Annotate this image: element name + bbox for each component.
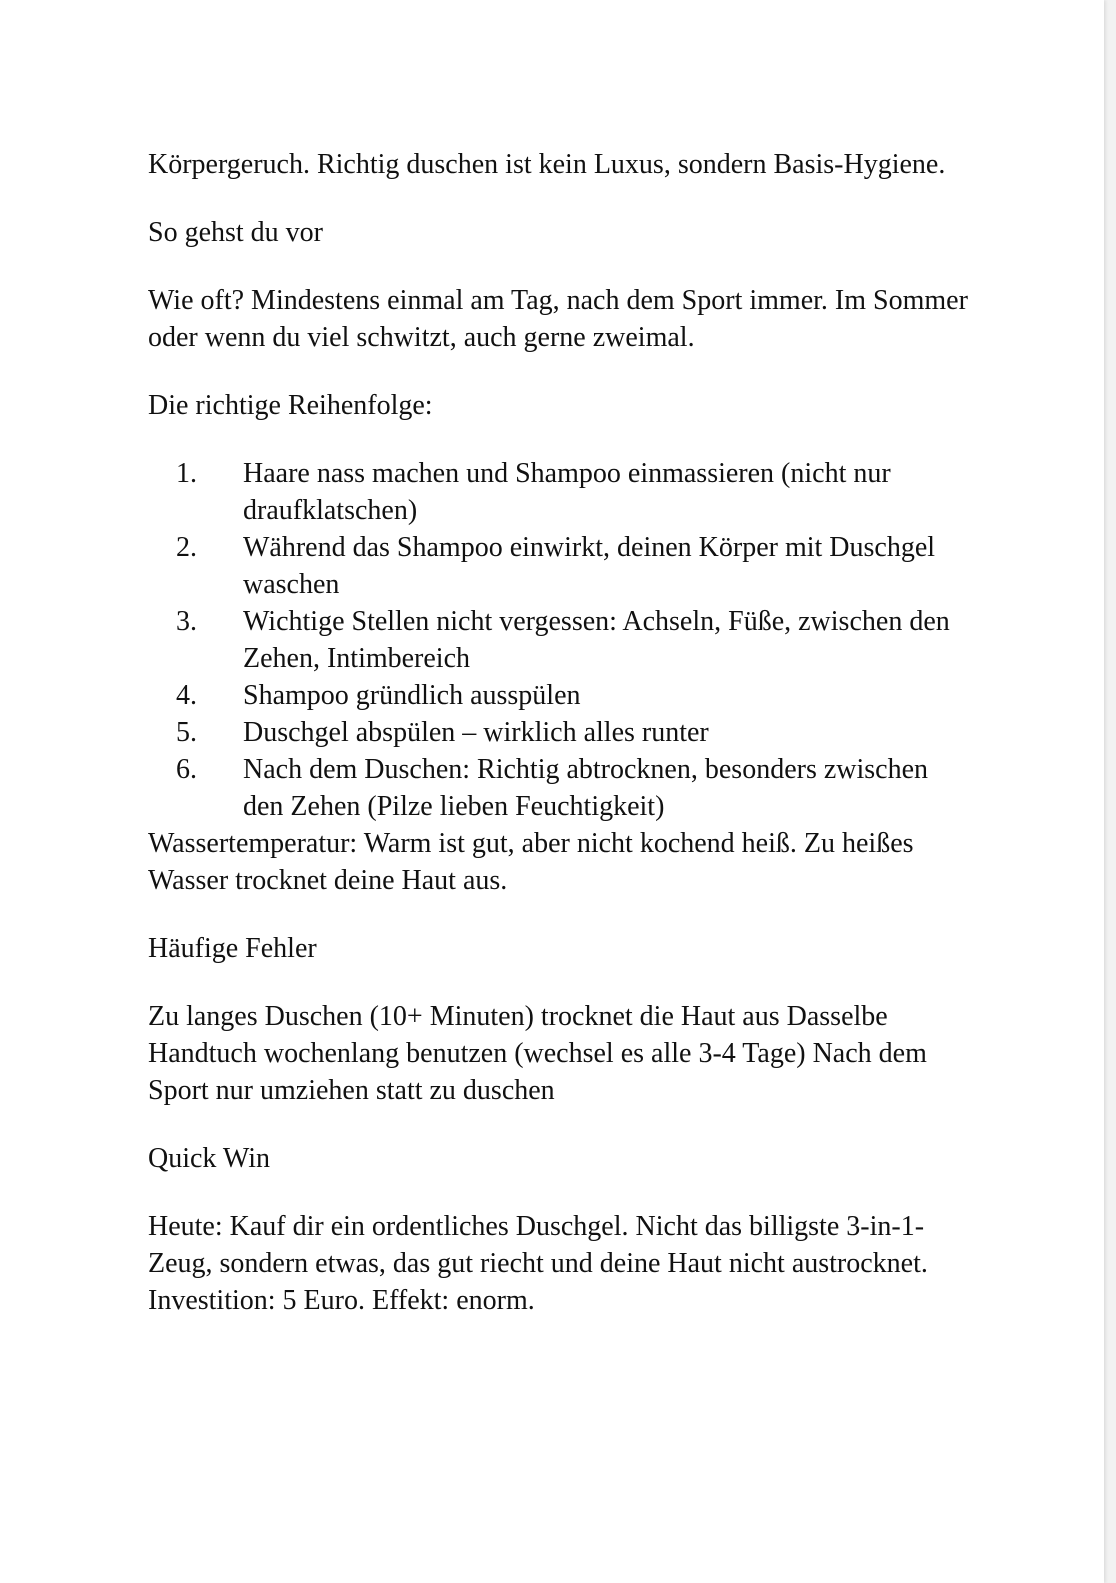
list-item-text: Während das Shampoo einwirkt, deinen Körper mit Duschgel waschen [243,532,936,600]
list-item [148,603,968,677]
list-item-number: 3. [176,606,197,637]
list-item-text: Wichtige Stellen nicht vergessen: Achseln, Füße, zwischen den Zehen, Intimbereich [243,606,950,674]
quick-win-paragraph: Heute: Kauf dir ein ordentliches Duschgel. Nicht das billigste 3-in-1-Zeug, sondern etwas, das gut riecht und deine Haut nicht austrocknet. Investition: 5 Euro. Effekt: enorm. [148,1211,928,1316]
mistakes-paragraph: Zu langes Duschen (10+ Minuten) trocknet die Haut aus Dasselbe Handtuch wochenlang benutzen (wechsel es alle 3-4 Tage) Nach dem Sport nur umziehen statt zu duschen [148,1001,927,1106]
list-item [148,677,968,714]
list-item-number: 2. [176,532,197,563]
steps-list [148,455,968,825]
list-item-number: 6. [176,754,197,785]
order-heading: Die richtige Reihenfolge: [148,390,433,421]
intro-paragraph: Körpergeruch. Richtig duschen ist kein Luxus, sondern Basis-Hygiene. [148,149,946,180]
list-item-text: Haare nass machen und Shampoo einmassieren (nicht nur draufklatschen) [243,458,891,526]
list-item-text: Nach dem Duschen: Richtig abtrocknen, besonders zwischen den Zehen (Pilze lieben Feuchtigkeit) [243,754,929,822]
water-temperature-paragraph: Wassertemperatur: Warm ist gut, aber nicht kochend heiß. Zu heißes Wasser trocknet deine Haut aus. [148,828,914,896]
document-content [148,146,968,1319]
list-item-number: 5. [176,717,197,748]
list-item-number: 4. [176,680,197,711]
list-item [148,751,968,825]
list-item-text: Duschgel abspülen – wirklich alles runter [243,717,709,748]
list-item [148,455,968,529]
frequency-paragraph: Wie oft? Mindestens einmal am Tag, nach dem Sport immer. Im Sommer oder wenn du viel schwitzt, auch gerne zweimal. [148,285,968,353]
list-item-number: 1. [176,458,197,489]
list-item [148,529,968,603]
list-item-text: Shampoo gründlich ausspülen [243,680,581,711]
section-heading-quick-win: Quick Win [148,1143,271,1174]
section-heading-so-gehst-du-vor: So gehst du vor [148,217,323,248]
list-item [148,714,968,751]
section-heading-haeufige-fehler: Häufige Fehler [148,933,317,964]
